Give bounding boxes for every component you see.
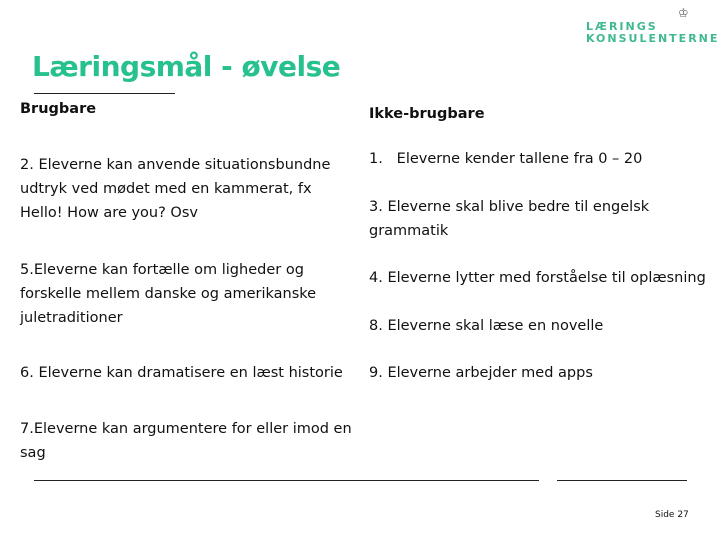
page-number: Side 27: [655, 510, 689, 520]
left-header: Brugbare: [20, 101, 97, 117]
right-item: 3. Eleverne skal blive bedre til engelsk grammatik: [369, 199, 650, 239]
footer-divider: [34, 480, 539, 481]
left-item: 7.Eleverne kan argumentere for eller imod en sag: [20, 421, 352, 461]
right-header: Ikke-brugbare: [369, 106, 485, 122]
left-item: 2. Eleverne kan anvende situationsbundne udtryk ved mødet med en kammerat, fx Hello! How are you? Osv: [20, 157, 331, 221]
right-item: 9. Eleverne arbejder med apps: [369, 365, 593, 381]
right-item: 4. Eleverne lytter med forståelse til oplæsning: [369, 270, 706, 286]
right-item: 8. Eleverne skal læse en novelle: [369, 318, 604, 334]
left-item: 6. Eleverne kan dramatisere en læst historie: [20, 365, 343, 381]
logo-line-1: LÆRINGS: [586, 20, 658, 33]
crown-icon: ♔: [678, 6, 689, 20]
right-item: 1. Eleverne kender tallene fra 0 – 20: [369, 151, 643, 167]
left-item: 5.Eleverne kan fortælle om ligheder og forskelle mellem danske og amerikanske juletraditioner: [20, 262, 317, 326]
logo-line-2: KONSULENTERNE: [586, 32, 720, 45]
title-underline: [34, 93, 175, 94]
footer-divider-short: [557, 480, 687, 481]
page-title: Læringsmål - øvelse: [32, 50, 341, 83]
